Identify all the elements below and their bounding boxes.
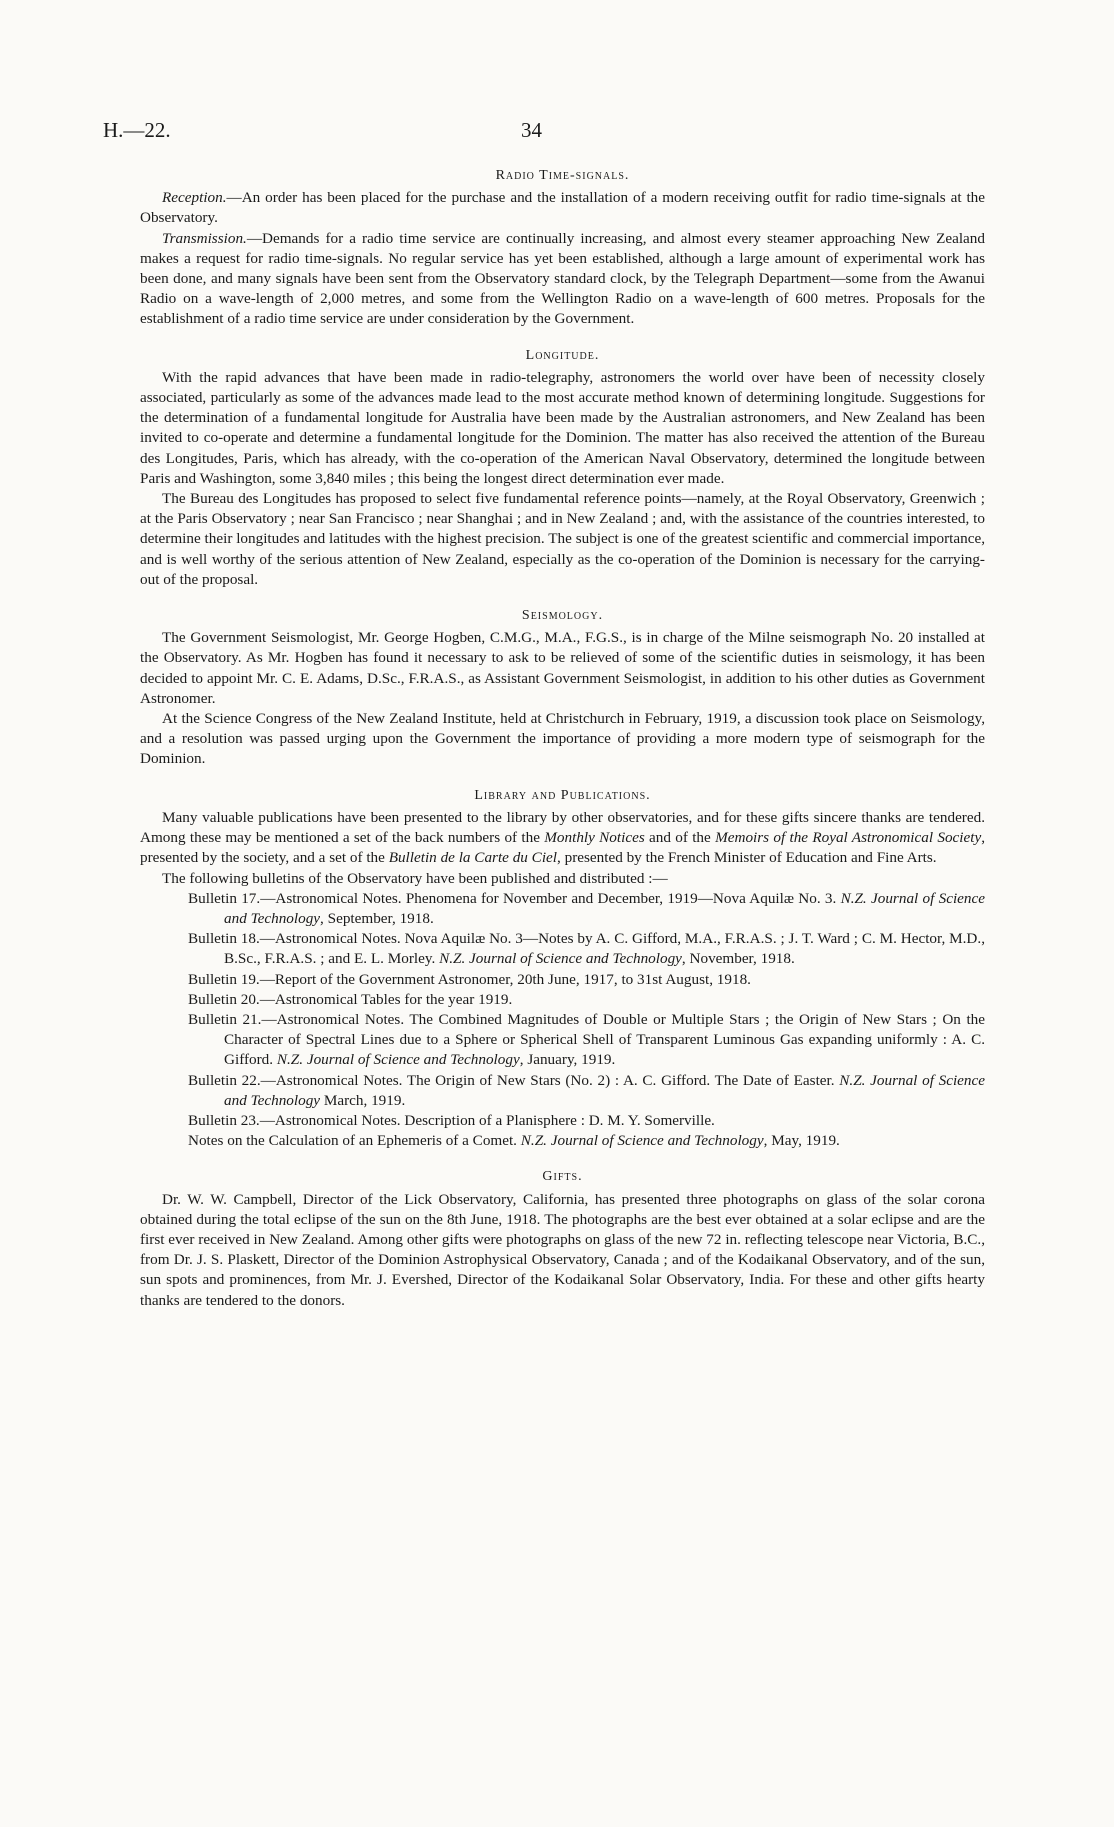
bulletin-item: Bulletin 21.—Astronomical Notes. The Combined Magnitudes of Double or Multiple Stars ; the Origin of New Stars ; On the Character of Spectral Lines due to a Sphere or Spherical Shell of Transparent Luminous Gas expanding uniformly : A. C. Gifford. N.Z. Journal of Science and Technology, January, 1919. bbox=[188, 1010, 985, 1069]
run-in-heading: Reception. bbox=[162, 189, 227, 207]
paragraph: The following bulletins of the Observatory have been published and distributed :— bbox=[162, 869, 668, 887]
notes-item: Notes on the Calculation of an Ephemeris of a Comet. N.Z. Journal of Science and Technology, May, 1919. bbox=[188, 1132, 840, 1150]
section-longitude bbox=[140, 346, 985, 590]
bulletin-item: Bulletin 17.—Astronomical Notes. Phenomena for November and December, 1919—Nova Aquilæ No. 3. N.Z. Journal of Science and Technology, September, 1918. bbox=[188, 889, 985, 927]
document-reference: H.—22. bbox=[103, 118, 171, 142]
paragraph: With the rapid advances that have been made in radio-telegraphy, astronomers the world over have been of necessity closely associated, particularly as some of the advances made lead to the most accurate method known of determining longitude. Suggestions for the determination of a fundamental longitude for Australia have been made by the Australian astronomers, and New Zealand has been invited to co-operate and determine a fundamental longitude for the Dominion. The matter has also received the attention of the Bureau des Longitudes, Paris, which has already, with the co-operation of the American Naval Observatory, determined the longitude between Paris and Washington, some 3,840 miles ; this being the longest direct determination ever made. bbox=[140, 368, 985, 487]
paragraph: The Government Seismologist, Mr. George Hogben, C.M.G., M.A., F.G.S., is in charge of the Milne seismograph No. 20 installed at the Observatory. As Mr. Hogben has found it necessary to ask to be relieved of some of the scientific duties in seismology, it has been decided to appoint Mr. C. E. Adams, D.Sc., F.R.A.S., as Assistant Government Seismologist, in addition to his other duties as Government Astronomer. bbox=[140, 629, 985, 707]
paragraph: The Bureau des Longitudes has proposed to select five fundamental reference points—namely, at the Royal Observatory, Greenwich ; at the Paris Observatory ; near San Francisco ; near Shanghai ; and in New Zealand ; and, with the assistance of the countries interested, to determine their longitudes and latitudes with the highest precision. The subject is one of the greatest scientific and commercial importance, and is well worthy of the serious attention of New Zealand, especially as the co-operation of the Dominion is necessary for the carrying-out of the proposal. bbox=[140, 490, 985, 588]
bulletin-item: Bulletin 23.—Astronomical Notes. Description of a Planisphere : D. M. Y. Somerville. bbox=[188, 1111, 715, 1129]
bulletin-item: Bulletin 19.—Report of the Government Astronomer, 20th June, 1917, to 31st August, 1918. bbox=[188, 970, 751, 988]
run-in-heading: Transmission. bbox=[162, 229, 247, 247]
paragraph: At the Science Congress of the New Zealand Institute, held at Christchurch in February, 1919, a discussion took place on Seismology, and a resolution was passed urging upon the Government the importance of providing a more modern type of seismograph for the Dominion. bbox=[140, 710, 985, 768]
page-body bbox=[140, 166, 985, 1311]
paragraph: Many valuable publications have been presented to the library by other observatories, and for these gifts sincere thanks are tendered. Among these may be mentioned a set of the back numbers of the Monthly Notices and of the Memoirs of the Royal Astronomical Society, presented by the society, and a set of the Bulletin de la Carte du Ciel, presented by the French Minister of Education and Fine Arts. bbox=[140, 808, 986, 867]
section-gifts bbox=[140, 1167, 985, 1310]
bulletin-item: Bulletin 22.—Astronomical Notes. The Origin of New Stars (No. 2) : A. C. Gifford. The Date of Easter. N.Z. Journal of Science and Technology March, 1919. bbox=[188, 1071, 985, 1109]
section-library-and-publications bbox=[140, 786, 985, 1152]
section-radio-time-signals bbox=[140, 166, 985, 330]
bulletin-item: Bulletin 20.—Astronomical Tables for the year 1919. bbox=[188, 990, 513, 1008]
section-heading: Gifts. bbox=[542, 1169, 583, 1185]
page-number: 34 bbox=[521, 118, 542, 142]
paragraph: Reception.—An order has been placed for the purchase and the installation of a modern receiving outfit for radio time-signals at the Observatory. bbox=[140, 189, 985, 227]
bulletin-item: Bulletin 18.—Astronomical Notes. Nova Aquilæ No. 3—Notes by A. C. Gifford, M.A., F.R.A.S. ; J. T. Ward ; C. M. Hector, M.D., B.Sc., F.R.A.S. ; and E. L. Morley. N.Z. Journal of Science and Technology, November, 1918. bbox=[188, 930, 985, 968]
section-seismology bbox=[140, 606, 985, 770]
section-heading: Seismology. bbox=[521, 608, 604, 624]
section-heading: Library and Publications. bbox=[474, 787, 651, 803]
page-header bbox=[103, 118, 983, 146]
section-heading: Radio Time-signals. bbox=[495, 168, 630, 183]
paragraph: Dr. W. W. Campbell, Director of the Lick Observatory, California, has presented three photographs on glass of the solar corona obtained during the total eclipse of the sun on the 8th June, 1918. The photographs are the best ever obtained at a solar eclipse and are the first ever received in New Zealand. Among other gifts were photographs on glass of the new 72 in. reflecting telescope near Victoria, B.C., from Dr. J. S. Plaskett, Director of the Dominion Astrophysical Observatory, Canada ; and of the Kodaikanal Observatory, and of the sun, sun spots and prominences, from Mr. J. Evershed, Director of the Kodaikanal Solar Observatory, India. For these and other gifts hearty thanks are tendered to the donors. bbox=[140, 1190, 985, 1309]
section-heading: Longitude. bbox=[525, 347, 600, 363]
paragraph: Transmission.—Demands for a radio time service are continually increasing, and almost every steamer approaching New Zealand makes a request for radio time-signals. No regular service has yet been established, although a large amount of experimental work has been done, and many signals have been sent from the Observatory standard clock, by the Telegraph Department—some from the Awanui Radio on a wave-length of 2,000 metres, and some from the Wellington Radio on a wave-length of 600 metres. Proposals for the establishment of a radio time service are under consideration by the Government. bbox=[140, 229, 985, 328]
